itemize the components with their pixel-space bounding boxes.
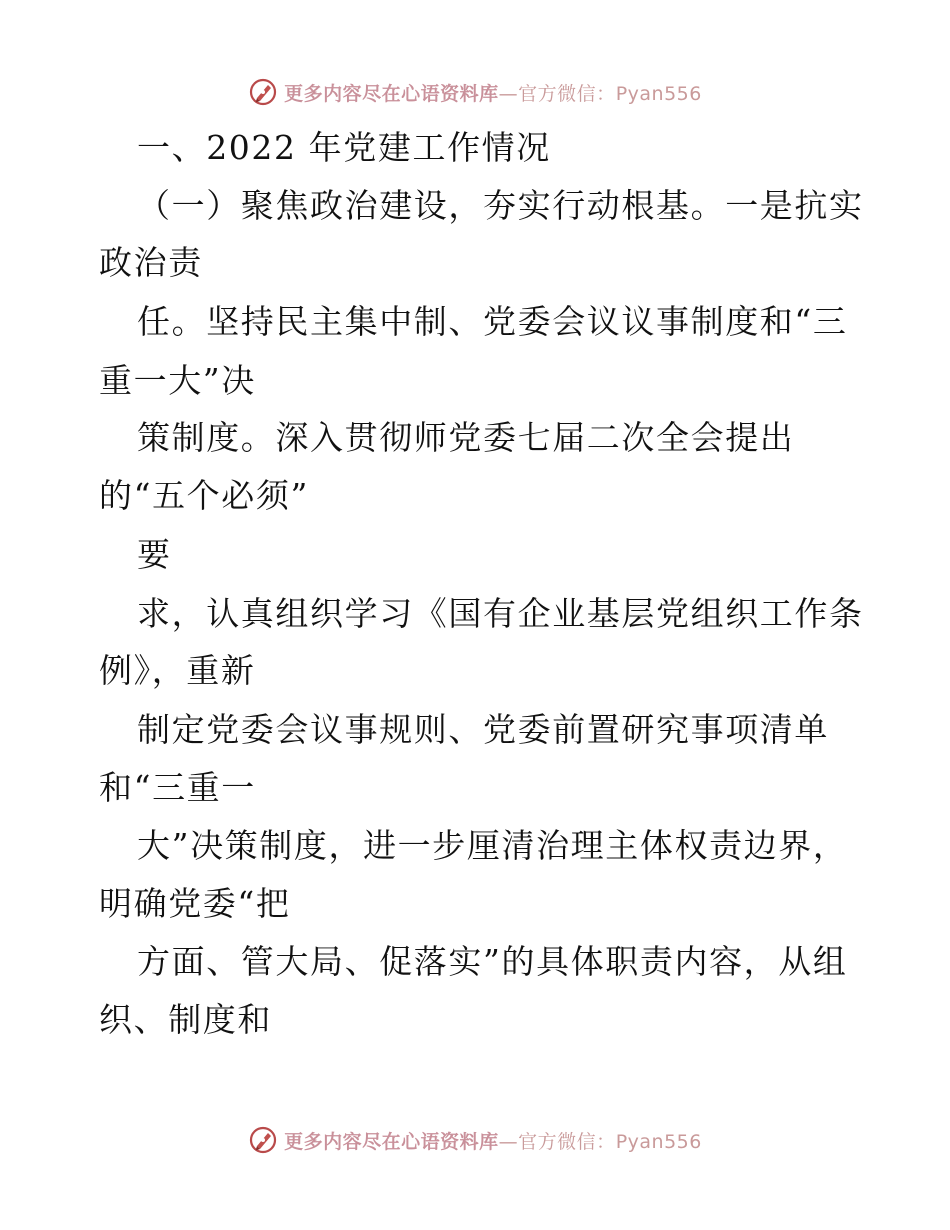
paragraph-line: （一）聚焦政治建设，夯实行动根基。一是抗实: [137, 186, 864, 225]
paragraph-line: 明确党委“把: [99, 884, 291, 923]
paragraph-line: 织、制度和: [99, 1000, 272, 1039]
watermark-id: Pyan556: [615, 1130, 702, 1153]
watermark-text: [284, 1127, 702, 1154]
watermark-id: Pyan556: [615, 82, 702, 105]
paragraph-line: 制定党委会议事规则、党委前置研究事项清单: [137, 710, 829, 749]
pen-logo-icon: [248, 77, 278, 107]
paragraph-line: 政治责: [99, 243, 203, 282]
watermark-suffix: 官方微信：: [518, 1130, 616, 1153]
watermark-lead: 更多内容尽在心语资料库: [284, 82, 499, 105]
watermark-banner-top: [0, 72, 950, 112]
watermark-lead: 更多内容尽在心语资料库: [284, 1130, 499, 1153]
watermark-group: [248, 77, 702, 107]
watermark-group: [248, 1125, 702, 1155]
paragraph-line: 求，认真组织学习《国有企业基层党组织工作条: [137, 594, 864, 633]
paragraph-line: 策制度。深入贯彻师党委七届二次全会提出: [137, 418, 795, 457]
watermark-text: [284, 79, 702, 106]
paragraph-line: 任。坚持民主集中制、党委会议议事制度和“三: [137, 302, 848, 341]
paragraph-line: 的“五个必须”: [99, 476, 309, 515]
watermark-suffix: 官方微信：: [518, 82, 616, 105]
watermark-separator: —: [498, 1130, 519, 1153]
paragraph-line: 大”决策制度，进一步厘清治理主体权责边界，: [137, 826, 848, 865]
pen-logo-icon: [248, 1125, 278, 1155]
paragraph-line: 重一大”决: [99, 361, 256, 400]
watermark-separator: —: [498, 82, 519, 105]
watermark-banner-bottom: [0, 1120, 950, 1160]
paragraph-line: 和“三重一: [99, 768, 256, 807]
section-heading: 一、2022 年党建工作情况: [137, 128, 551, 167]
paragraph-line: 要: [137, 535, 172, 574]
paragraph-line: 方面、管大局、促落实”的具体职责内容，从组: [137, 942, 848, 981]
paragraph-line: 例》，重新: [99, 651, 256, 690]
